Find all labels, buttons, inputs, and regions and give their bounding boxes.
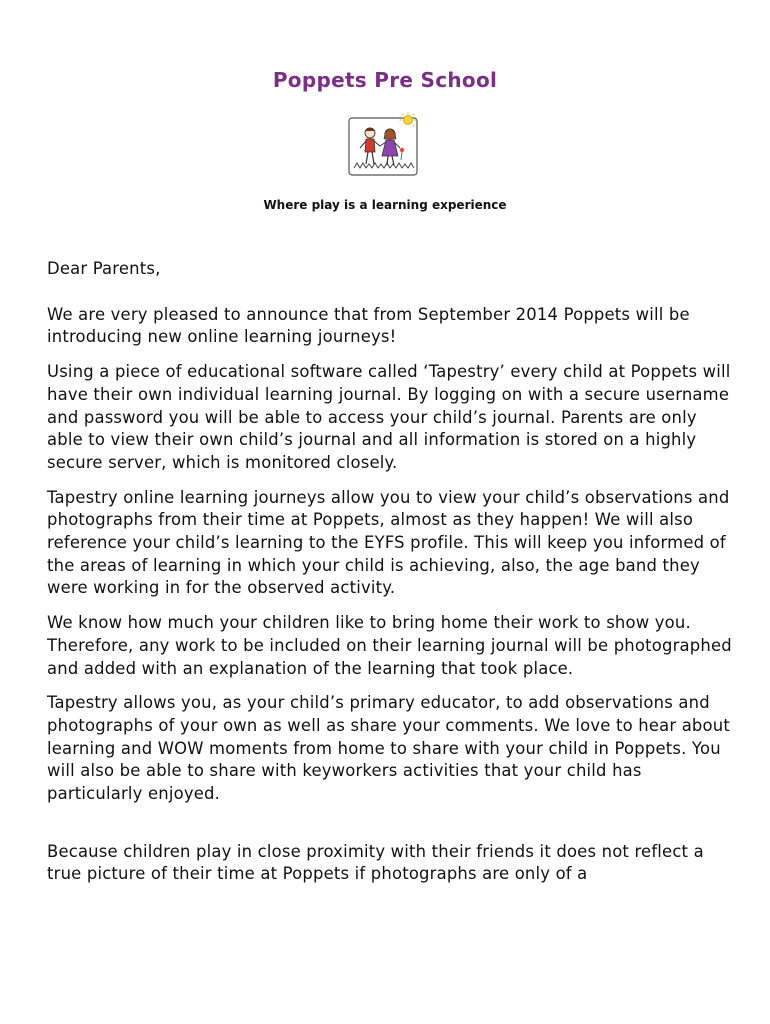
salutation: Dear Parents, bbox=[47, 259, 161, 278]
paragraph: We are very pleased to announce that from September 2014 Poppets will be introducing new online learning journeys! bbox=[47, 304, 690, 347]
school-name-heading: Poppets Pre School bbox=[272, 68, 498, 92]
paragraph: Using a piece of educational software called ‘Tapestry’ every child at Poppets will have their own individual learning journal. By logging on with a secure username and password you will be able to access your child’s journal. Parents are only able to view their own child’s journal and all information is stored on a highly secure server, which is monitored closely. bbox=[47, 362, 731, 472]
paragraph: Tapestry online learning journeys allow you to view your child’s observations and photographs from their time at Poppets, almost as they happen! We will also reference your child’s learning to the EYFS profile. This will keep you informed of the areas of learning in which your child is achieving, also, the age band they were working in for the observed activity. bbox=[47, 487, 730, 598]
children-sun-logo-icon bbox=[348, 112, 418, 176]
paragraph: Because children play in close proximity with their friends it does not reflect a true picture of their time at Poppets if photographs are only of a bbox=[47, 841, 704, 884]
school-tagline: Where play is a learning experience bbox=[263, 198, 507, 212]
paragraph: Tapestry allows you, as your child’s primary educator, to add observations and photographs of your own as well as share your comments. We love to hear about learning and WOW moments from home to share with your child in Poppets. You will also be able to share with keyworkers activities that your child has particularly enjoyed. bbox=[47, 693, 730, 804]
letter-body bbox=[47, 258, 737, 898]
paragraph: We know how much your children like to bring home their work to show you. Therefore, any work to be included on their learning journal will be photographed and added with an explanation of the learning that took place. bbox=[47, 613, 732, 678]
